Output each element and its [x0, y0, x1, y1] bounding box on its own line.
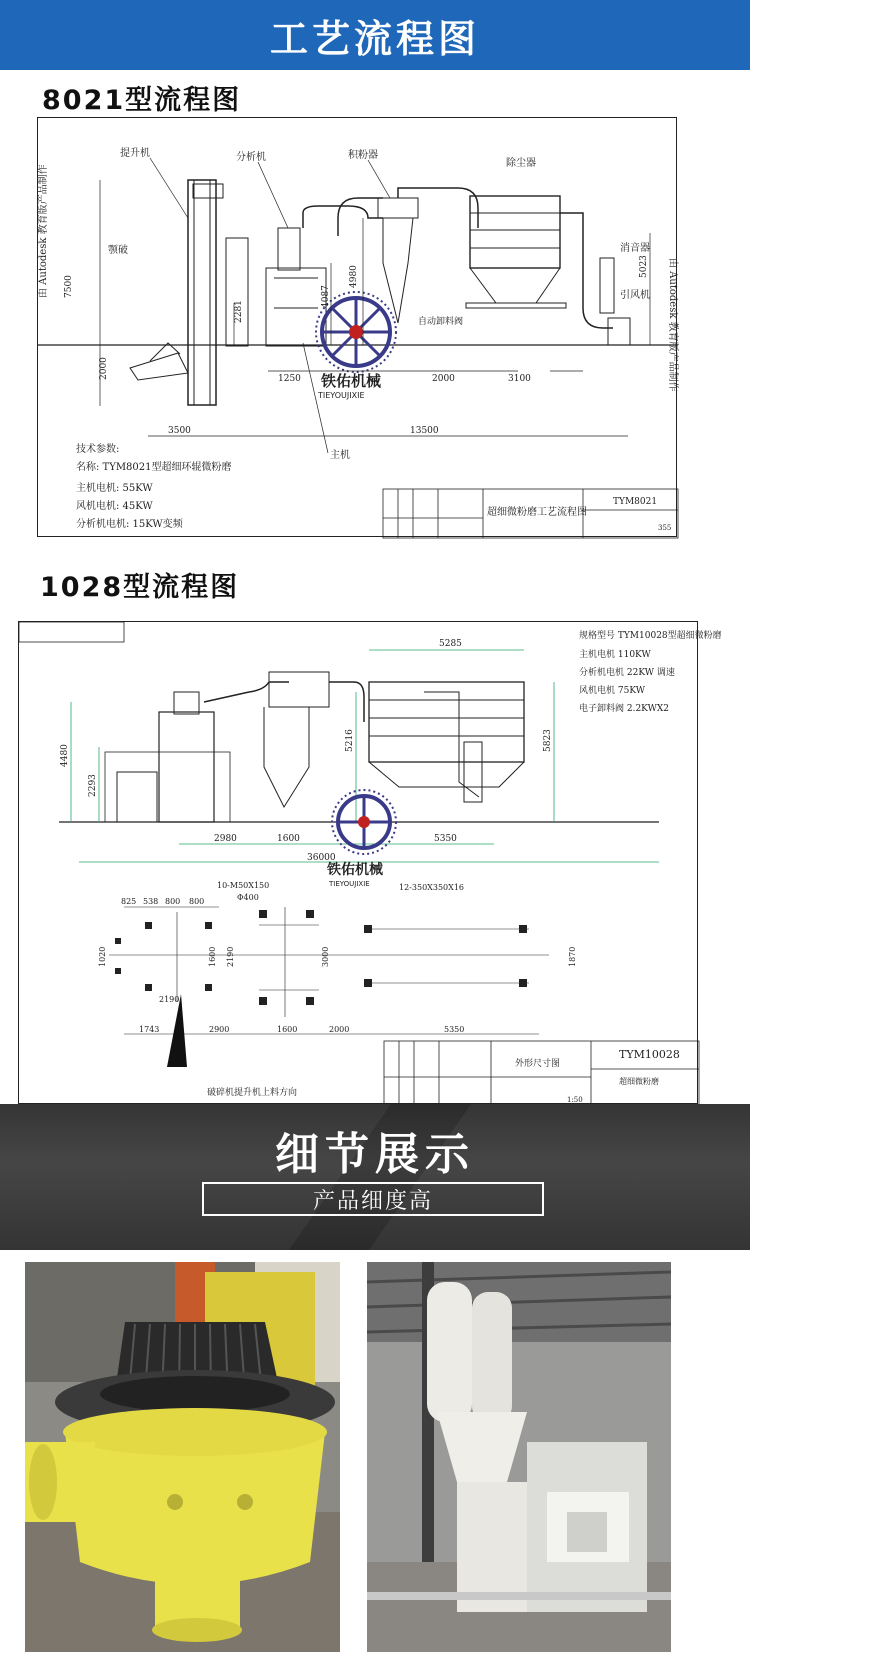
dim-1600-v: 1600	[208, 946, 217, 967]
dim-1743: 1743	[139, 1025, 160, 1034]
plate-spec: 12-350X350X16	[399, 883, 464, 892]
dim-4480: 4480	[60, 744, 70, 767]
dim-800-b: 800	[189, 897, 205, 906]
detail-subtitle-box	[202, 1182, 544, 1216]
side-text-right: 由 Autodesk 教育版产品制作	[667, 258, 678, 392]
dim-2190-v: 2190	[226, 946, 235, 967]
dim-5350-top: 5350	[434, 834, 457, 844]
dim-13500: 13500	[410, 426, 439, 436]
dim-1600-h: 1600	[277, 1025, 298, 1034]
section-title-1028: 1028型流程图	[40, 572, 240, 603]
dim-1870: 1870	[568, 946, 577, 967]
label-analyzer: 分析机	[236, 152, 266, 163]
titleblock-1028-name: 外形尺寸图	[515, 1059, 561, 1069]
detail-subtitle: 产品细度高	[312, 1188, 433, 1214]
dim-1600-top: 1600	[277, 834, 300, 844]
titleblock-small: 355	[658, 524, 672, 532]
dim-5350-bottom: 5350	[444, 1025, 465, 1034]
titleblock-name: 超细微粉磨工艺流程图	[487, 507, 587, 518]
label-dust-remover: 除尘器	[506, 158, 536, 169]
dim-1250: 1250	[278, 374, 301, 384]
dim-5285: 5285	[439, 639, 462, 649]
spec-1028-4: 电子卸料阀 2.2KWX2	[579, 704, 669, 714]
grinding-roller-image	[25, 1262, 340, 1652]
dim-3000: 3000	[321, 946, 330, 967]
anchor-bolt-spec: 10-M50X150	[217, 881, 270, 890]
dim-4980: 4980	[349, 265, 359, 288]
titleblock-1028-model: TYM10028	[619, 1048, 680, 1061]
dim-2293: 2293	[88, 774, 98, 797]
dim-2000-h: 2000	[432, 374, 455, 384]
spec-1028-1: 主机电机 110KW	[579, 650, 651, 660]
titleblock-1028-sub: 超细微粉磨	[619, 1077, 659, 1086]
detail-band	[0, 1104, 750, 1250]
grinding-roller-photo	[25, 1262, 340, 1652]
dim-2000: 2000	[329, 1025, 350, 1034]
side-text-left: 由 Autodesk 教育版产品制作	[38, 164, 49, 298]
watermark-brand: 铁佑机械	[321, 372, 382, 390]
watermark-pinyin: TIEYOUJIXIE	[318, 391, 365, 400]
dim-5023: 5023	[639, 255, 649, 278]
dim-1020: 1020	[98, 946, 107, 967]
spec-line-4: 分析机电机: 15KW变频	[76, 519, 183, 530]
dim-5216: 5216	[345, 729, 355, 752]
dim-3100: 3100	[508, 374, 531, 384]
spec-1028-3: 风机电机 75KW	[579, 686, 645, 696]
watermark-pinyin-2: TIEYOUJIXIE	[329, 880, 370, 888]
dim-2000-v: 2000	[99, 357, 109, 380]
label-crusher: 颚破	[108, 245, 128, 256]
dim-5823: 5823	[543, 729, 553, 752]
label-auto-valve: 自动卸料阀	[418, 317, 464, 327]
section-title-8021: 8021型流程图	[42, 85, 242, 116]
dim-2190-h: 2190	[159, 995, 180, 1004]
spec-line-0: 技术参数:	[76, 444, 120, 455]
factory-equipment-photo	[367, 1262, 671, 1652]
spec-line-2: 主机电机: 55KW	[76, 483, 153, 494]
dim-2980: 2980	[214, 834, 237, 844]
label-silencer: 消音器	[620, 243, 650, 254]
page-title: 工艺流程图	[269, 16, 480, 61]
label-collector: 积粉器	[348, 150, 378, 161]
label-fan: 引风机	[620, 290, 650, 301]
dim-538: 538	[143, 897, 159, 906]
label-main-unit: 主机	[330, 450, 350, 461]
flowchart-1028-svg	[19, 622, 722, 1105]
dim-2281: 2281	[234, 300, 244, 323]
flowchart-8021-drawing	[37, 117, 677, 537]
spec-line-3: 风机电机: 45KW	[76, 501, 153, 512]
flowchart-1028-drawing	[18, 621, 722, 1104]
dim-825: 825	[121, 897, 137, 906]
feed-direction-note: 破碎机提升机上料方向	[207, 1088, 298, 1098]
watermark-wheel-2	[332, 790, 396, 854]
dim-3500: 3500	[168, 426, 191, 436]
dim-800-a: 800	[165, 897, 181, 906]
flowchart-8021-svg	[38, 118, 678, 538]
watermark-brand-2: 铁佑机械	[327, 862, 383, 878]
label-elevator: 提升机	[120, 148, 150, 159]
spec-line-1: 名称: TYM8021型超细环辊微粉磨	[76, 462, 232, 473]
detail-title: 细节展示	[275, 1129, 475, 1180]
anchor-diameter: Φ400	[237, 893, 259, 902]
dim-7500: 7500	[64, 275, 74, 298]
header-banner	[0, 0, 750, 70]
factory-equipment-image	[367, 1262, 671, 1652]
dim-4087: 4087	[321, 285, 331, 308]
spec-1028-2: 分析机电机 22KW 调速	[579, 668, 675, 678]
titleblock-1028-small: 1:50	[567, 1096, 583, 1104]
spec-1028-0: 规格型号 TYM10028型超细微粉磨	[579, 631, 722, 641]
titleblock-model: TYM8021	[613, 497, 658, 507]
dim-36000: 36000	[307, 853, 336, 863]
dim-2900: 2900	[209, 1025, 230, 1034]
